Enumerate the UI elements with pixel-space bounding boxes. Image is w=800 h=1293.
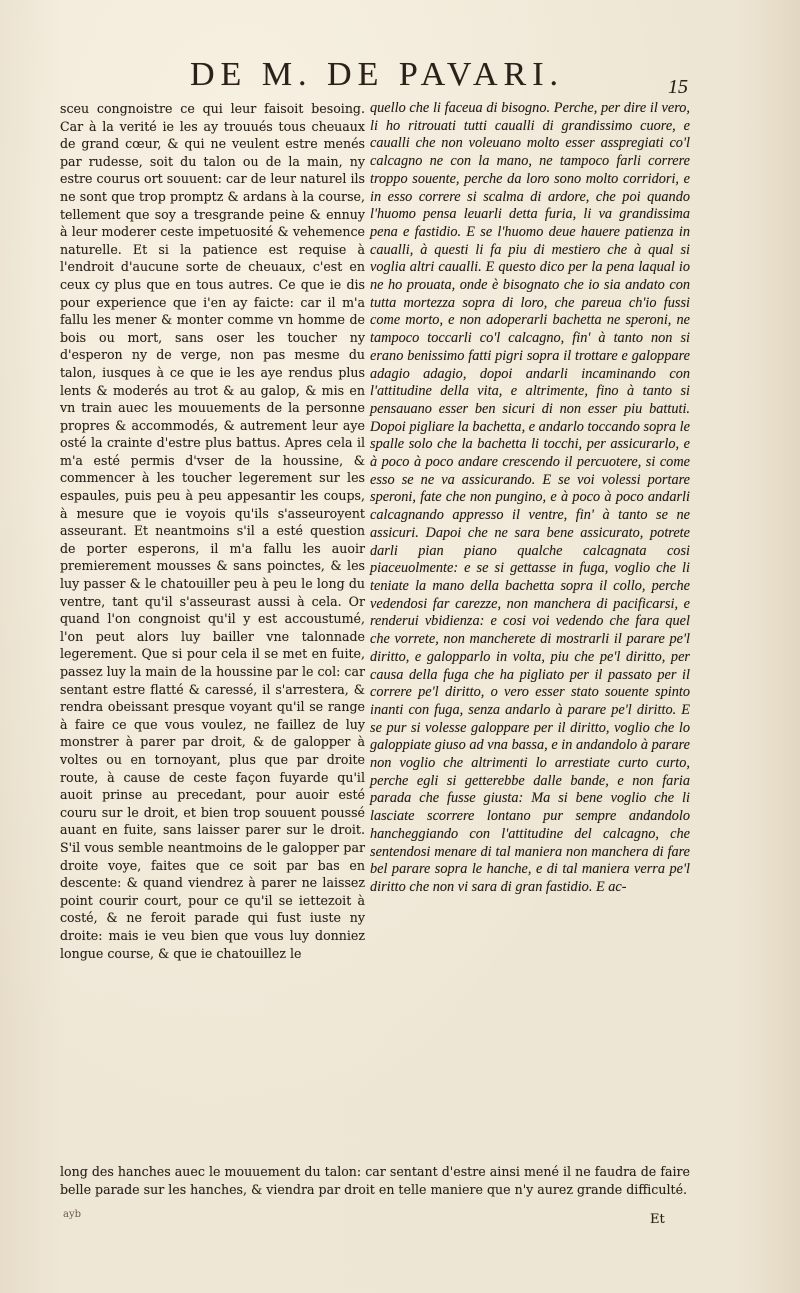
french-continuation: long des hanches auec le mouuement du talon: car sentant d'estre ainsi mené il ne faudra de faire belle parade sur les hanches, & viendra par droit en telle maniere que n'y aurez grande difficulté. bbox=[60, 1164, 690, 1197]
signature-mark: ayb bbox=[63, 1209, 82, 1220]
page-number: 15 bbox=[668, 76, 688, 98]
french-column: sceu congnoistre ce qui leur faisoit besoing. Car à la verité ie les ay trouués tous cheuaux de grand cœur, & qui ne veulent estre menés par rudesse, soit du talon ou de la main, ny estre courus ort souuent: car de leur naturel ils ne sont que trop promptz & ardans à la course, tellement que soy a tresgrande peine & ennuy à leur moderer ceste impetuosité & vehemence naturelle. Et si la patience est requise à l'endroit d'aucune sorte de cheuaux, c'est en ceux cy plus que en tous autres. Ce que ie dis pour experience que i'en ay faicte: car il m'a fallu les mener & monter comme vn homme de bois ou mort, sans oser les toucher ny d'esperon ny de verge, non pas mesme du talon, iusques à ce que ie les aye rendus plus lents & moderés au trot & au galop, & mis en vn train auec les mouuements de la personne propres & accommodés, & autrement leur aye osté la crainte d'estre plus battus. Apres cela il m'a esté permis d'vser de la houssine, & commencer à les toucher legerement sur les espaules, puis peu à peu appesantir les coups, à mesure que ie voyois qu'ils s'asseuroyent asseurant. Et neantmoins s'il a esté question de porter esperons, il m'a fallu les auoir premierement mousses & sans poinctes, & les luy passer & le chatouiller peu à peu le long du ventre, tant qu'il s'asseurast aussi à cela. Or quand l'on congnoist qu'il y est accoustumé, l'on peut alors luy bailler vne talonnade legerement. Que si pour cela il se met en fuite, passez luy la main de la houssine par le col: car sentant estre flatté & caressé, il s'arrestera, & rendra obeissant presque voyant qu'il se range à faire ce que vous voulez, ne faillez de luy monstrer à parer par droit, & de galopper à voltes ou en tornoyant, plus que par droite route, à cause de ceste façon fuyarde qu'il auoit prinse au precedant, pour auoir esté couru sur le droit, et bien trop souuent poussé auant en fuite, sans laisser parer sur le droit. S'il vous semble neantmoins de le galopper par droite voye, faites que ce soit par bas en descente: & quand viendrez à parer ne laissez point courir court, pour ce qu'il se iettezoit à costé, & ne feroit parade qui fust iuste ny droite: mais ie veu bien que vous luy donniez longue course, & que ie chatouillez le bbox=[60, 101, 365, 961]
catchword: Et bbox=[650, 1212, 665, 1227]
italian-column: quello che li faceua di bisogno. Perche, per dire il vero, li ho ritrouati tutti caualli di grandissimo cuore, e caualli che non voleuano molto esser asspregiati co'l calcagno ne con la mano, ne tampoco farli correre troppo souente, perche da loro sono molto corridori, e in esso correre si scalma di ardore, che poi quando l'huomo pensa leuarli detta furia, li va grandissima pena e fastidio. E se l'huomo deue hauere patienza in caualli, à questi li fa piu di mestiero che à qual si voglia altri caualli. E questo dico per la pena laqual io ne ho prouata, onde è bisognato che io sia andato con tutta mortezza sopra di loro, che pareua ch'io fussi come morto, e non adoperarli bachetta ne speroni, ne tampoco toccarli co'l calcagno, fin' à tanto non si erano benissimo fatti pigri sopra il trottare e galoppare adagio adagio, dopoi andarli incaminando con l'attitudine della vita, e altrimente, fino à tanto si pensauano esser ben sicuri di non esser piu battuti. Dopoi pigliare la bachetta, e andarlo toccando sopra le spalle solo che la bachetta li tocchi, per assicurarlo, e à poco à poco andare crescendo il percuotere, si come esso se ne va assicurando. E se voi volessi portare speroni, fate che non pungino, e à poco à poco andarli calcagnando appresso il ventre, fin' à tanto se ne assicuri. Dapoi che ne sara bene assicurato, potrete darli pian piano qualche calcagnata cosi piaceuolmente: e se si gettasse in fuga, voglio che li teniate la mano della bachetta sopra il collo, perche vedendosi far carezze, non manchera di pacificarsi, e renderui vbidienza: e cosi voi vedendo che fara quel che vorrete, non mancherete di mostrarli il parare pe'l diritto, e galopparlo in volta, piu che pe'l diritto, per causa della fuga che ha pigliato per il passato per il correre pe'l diritto, o vero esser stato souente spinto inanti con fuga, senza andarlo à parare pe'l diritto. E se pur si volesse galoppare per il diritto, voglio che lo galoppiate giuso ad vna bassa, e in andandolo à parare non voglio che altrimenti lo arrestiate curto curto, perche egli si getterebbe dalle bande, e non faria parada che fusse giusta: Ma si bene voglio che li lasciate scorrere lontano pur sempre andandolo hancheggiando con l'attitudine del calcagno, che sentendosi menare di tal maniera non manchera di fare bel parare sopra le hanche, e di tal maniera verra pe'l diritto che non vi sara di gran fastidio. E ac- bbox=[370, 100, 690, 895]
running-title: DE M. DE PAVARI. bbox=[190, 56, 565, 93]
